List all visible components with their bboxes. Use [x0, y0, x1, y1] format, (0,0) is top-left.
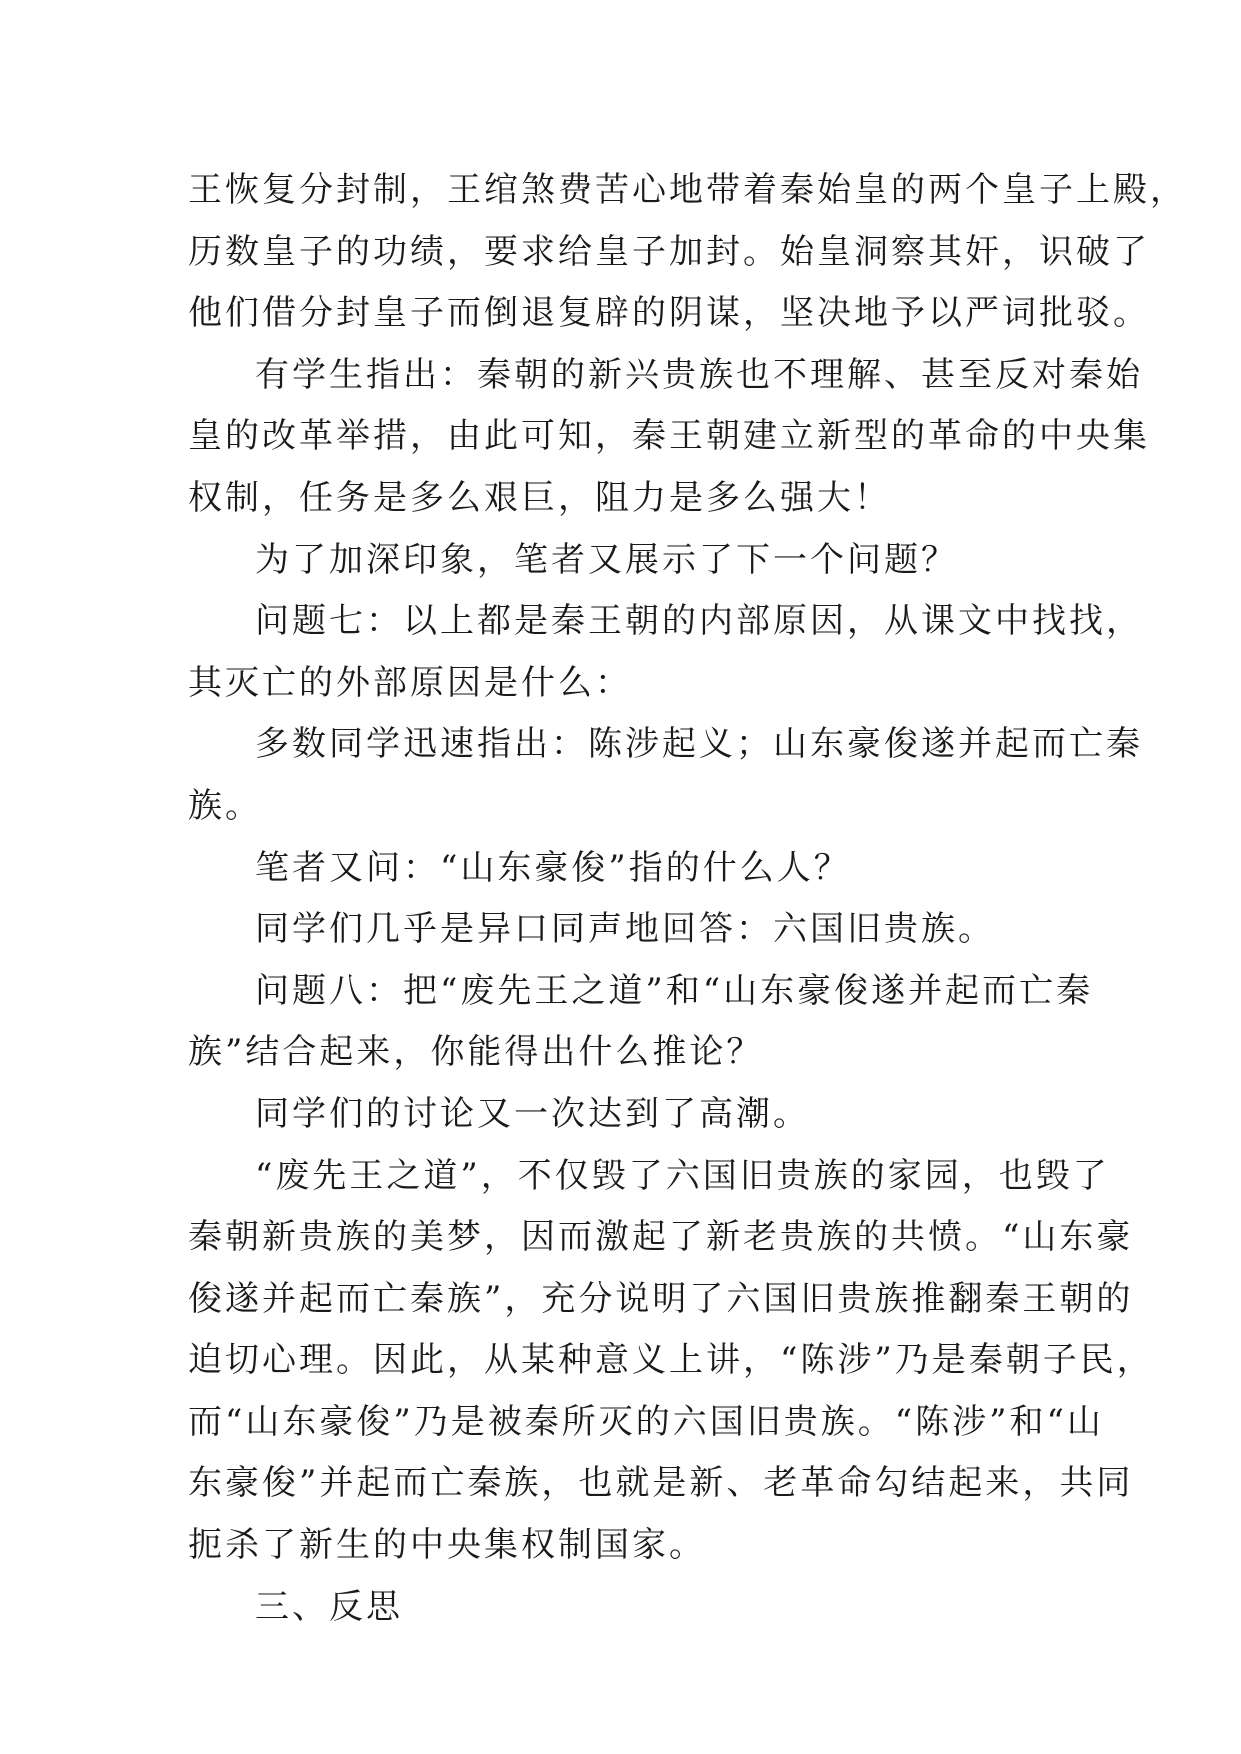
- text-line: 问题七：以上都是秦王朝的内部原因，从课文中找找，: [255, 601, 1143, 642]
- text-line: 而“山东豪俊”乃是被秦所灭的六国旧贵族。“陈涉”和“山: [188, 1401, 1104, 1442]
- body-text: [188, 160, 1187, 1638]
- text-line: 王恢复分封制，王绾煞费苦心地带着秦始皇的两个皇子上殿，: [188, 170, 1187, 210]
- text-line: 秦朝新贵族的美梦，因而激起了新老贵族的共愤。“山东豪: [188, 1217, 1134, 1258]
- text-line: 其灭亡的外部原因是什么：: [188, 662, 632, 703]
- text-line: 族”结合起来，你能得出什么推论？: [188, 1032, 764, 1073]
- text-line: 同学们的讨论又一次达到了高潮。: [255, 1093, 810, 1134]
- text-line: 族。: [188, 785, 262, 826]
- text-line: 历数皇子的功绩，要求给皇子加封。始皇洞察其奸，识破了: [188, 231, 1150, 272]
- text-line: 为了加深印象，笔者又展示了下一个问题？: [255, 539, 958, 580]
- section-heading: 三、反思: [255, 1586, 403, 1627]
- text-line: 权制，任务是多么艰巨，阻力是多么强大！: [188, 477, 891, 518]
- text-line: 皇的改革举措，由此可知，秦王朝建立新型的革命的中央集: [188, 416, 1150, 457]
- text-line: 多数同学迅速指出：陈涉起义；山东豪俊遂并起而亡秦: [255, 724, 1143, 765]
- text-line: 笔者又问：“山东豪俊”指的什么人？: [255, 847, 851, 888]
- text-line: 问题八：把“废先王之道”和“山东豪俊遂并起而亡秦: [255, 970, 1094, 1011]
- text-line: 俊遂并起而亡秦族”，充分说明了六国旧贵族推翻秦王朝的: [188, 1278, 1134, 1319]
- text-line: 有学生指出：秦朝的新兴贵族也不理解、甚至反对秦始: [255, 354, 1143, 395]
- text-line: “废先王之道”，不仅毁了六国旧贵族的家园，也毁了: [255, 1155, 1110, 1196]
- text-line: 扼杀了新生的中央集权制国家。: [188, 1525, 706, 1566]
- text-line: 迫切心理。因此，从某种意义上讲，“陈涉”乃是秦朝子民，: [188, 1340, 1154, 1381]
- text-line: 东豪俊”并起而亡秦族，也就是新、老革命勾结起来，共同: [188, 1463, 1134, 1504]
- text-line: 他们借分封皇子而倒退复辟的阴谋，坚决地予以严词批驳。: [188, 293, 1150, 334]
- text-line: 同学们几乎是异口同声地回答：六国旧贵族。: [255, 909, 995, 950]
